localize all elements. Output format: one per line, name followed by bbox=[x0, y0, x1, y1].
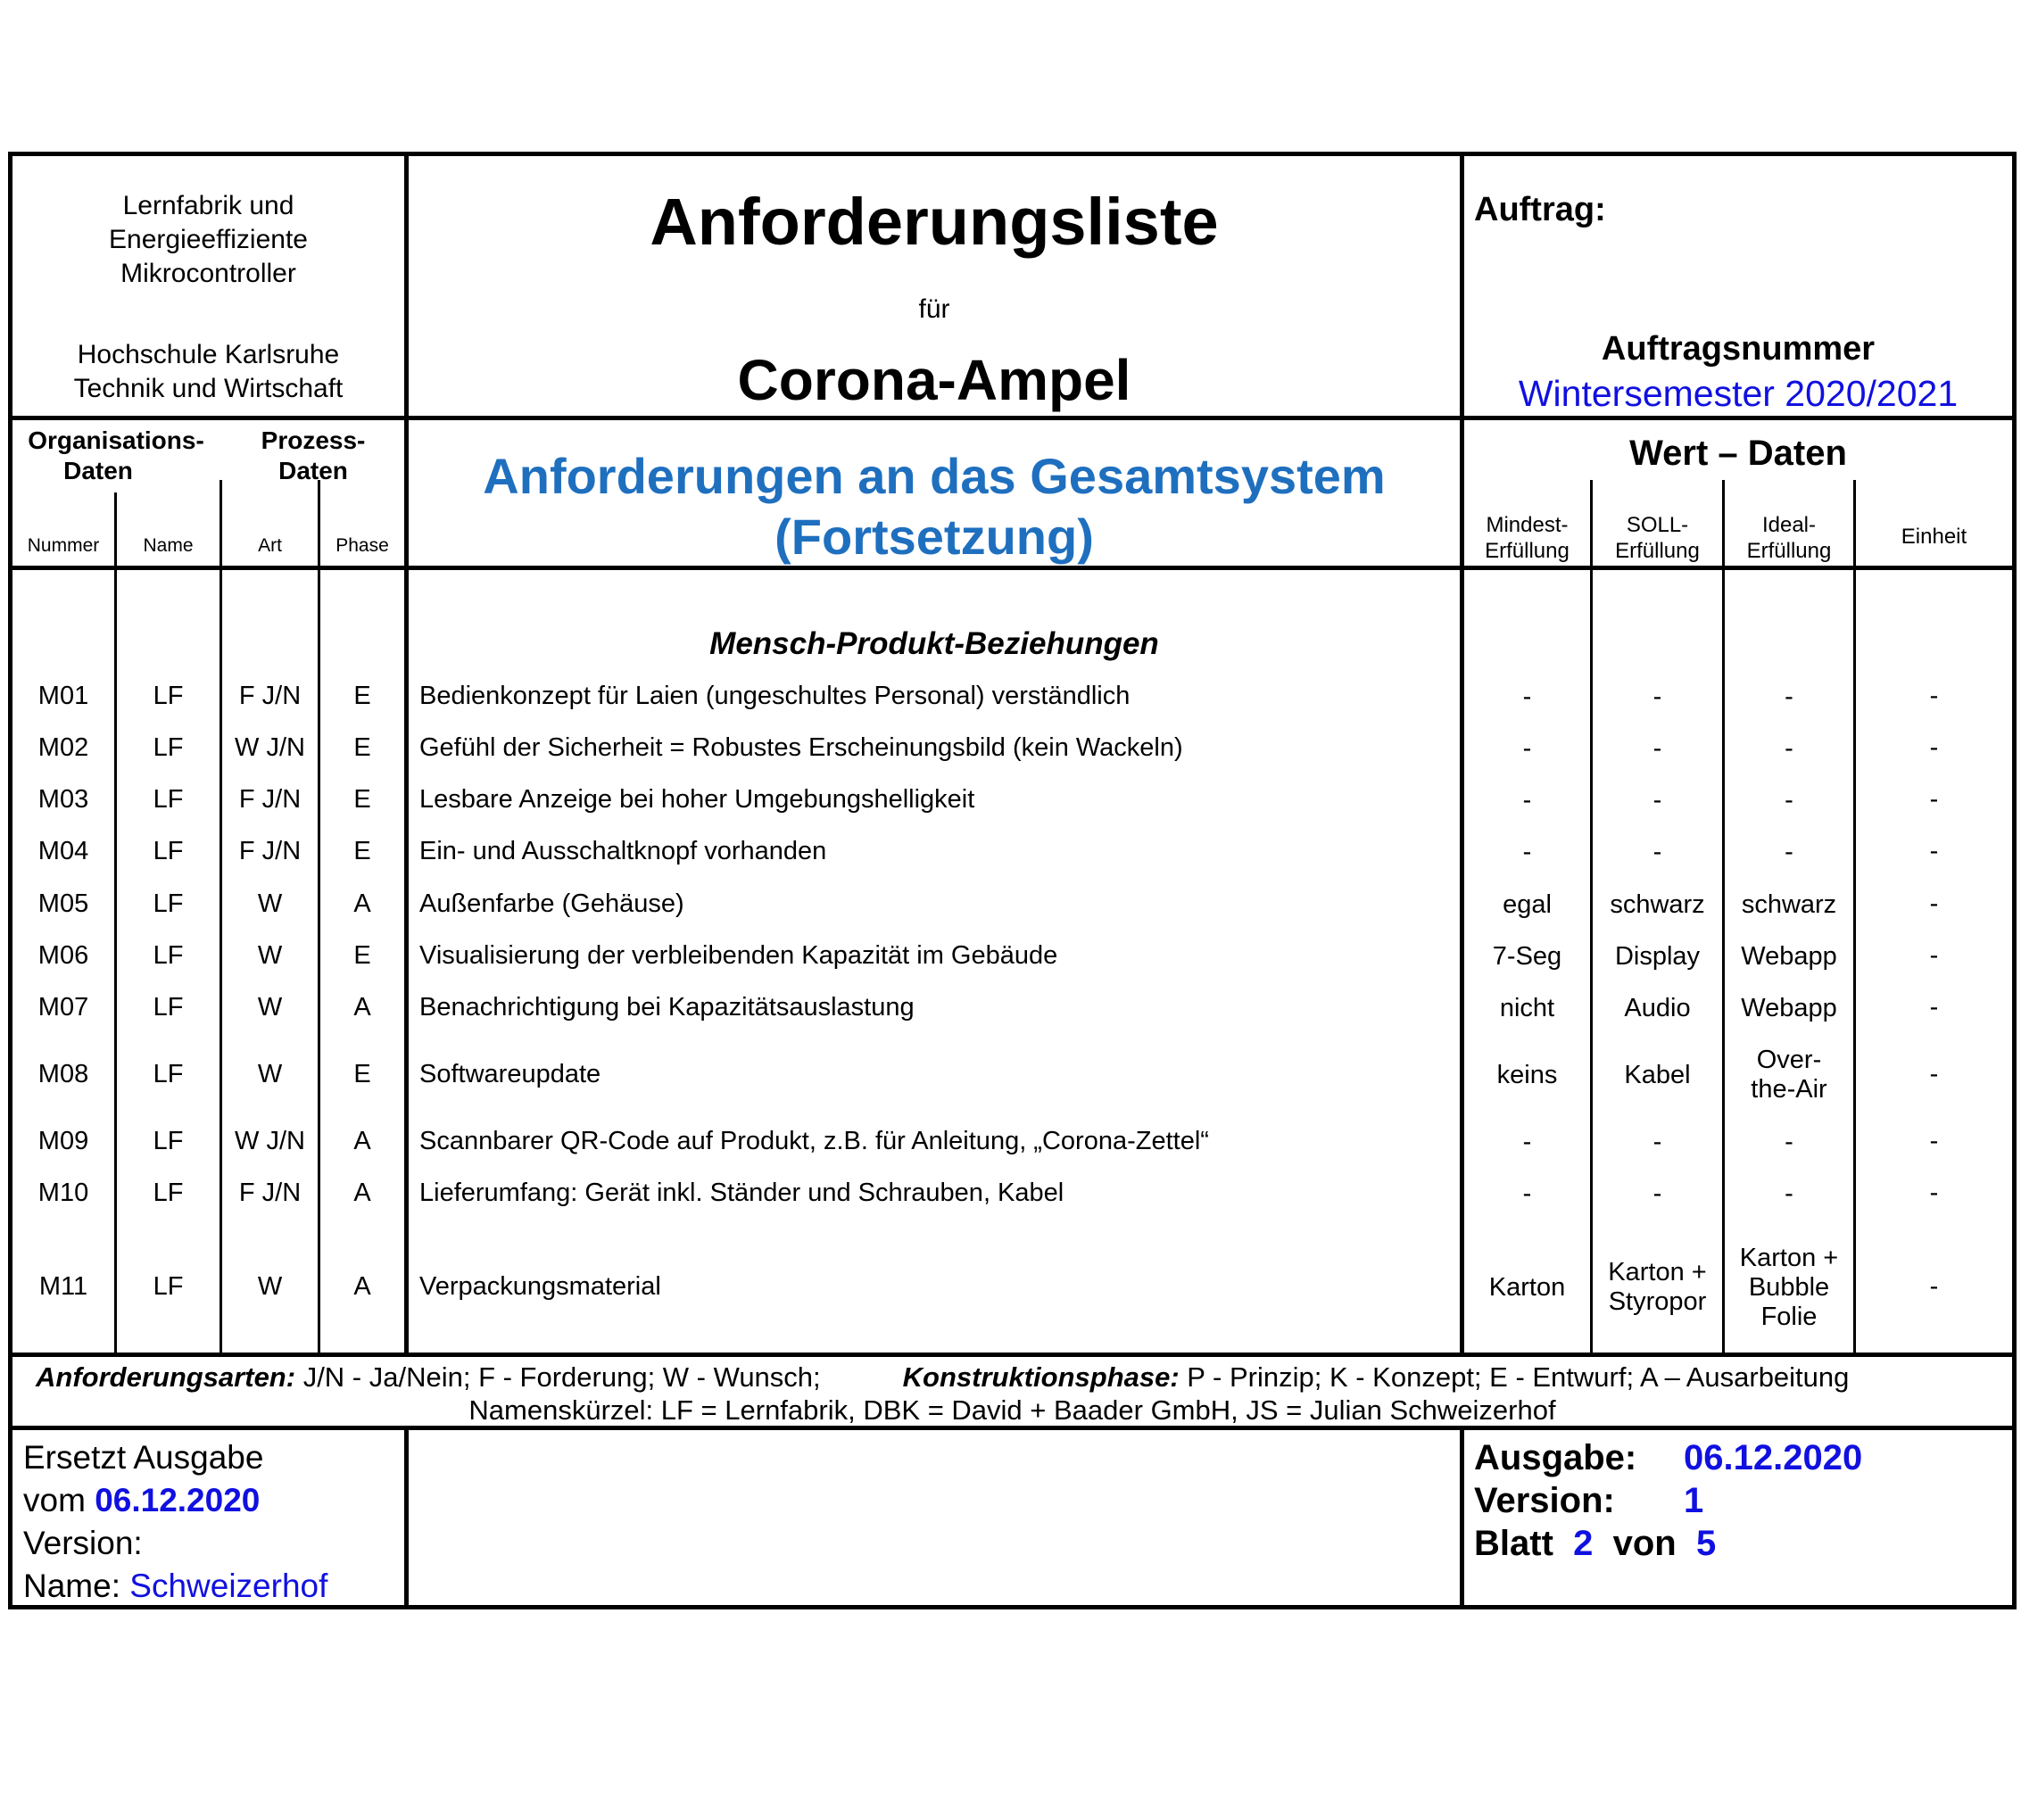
cell-name: LF bbox=[153, 1060, 184, 1088]
cell-ideal-line: Karton + bbox=[1739, 1243, 1839, 1272]
name-value: Schweizerhof bbox=[129, 1568, 328, 1604]
cell-art: W bbox=[257, 941, 283, 970]
cell-art: W J/N bbox=[235, 1127, 305, 1155]
cell-mindest bbox=[1464, 1273, 1590, 1303]
cell-ideal-line: Over- bbox=[1756, 1046, 1822, 1074]
cell-nummer: M06 bbox=[37, 941, 89, 970]
cell-requirement-text: Softwareupdate bbox=[419, 1060, 601, 1088]
cell-ideal bbox=[1725, 682, 1853, 712]
cell-nummer: M04 bbox=[37, 837, 89, 865]
cell-ideal bbox=[1725, 838, 1853, 867]
main-right-divider-bottom bbox=[1460, 1426, 1464, 1609]
cell-nummer: M02 bbox=[37, 733, 89, 762]
cell-ideal bbox=[1725, 942, 1853, 972]
cell-name: LF bbox=[153, 733, 184, 762]
cell-art: W bbox=[257, 889, 283, 918]
cell-ideal-line: - bbox=[1785, 733, 1793, 763]
cell-mindest bbox=[1464, 942, 1590, 972]
org-group-line-1: Organisations- bbox=[28, 426, 204, 454]
cell-phase: A bbox=[353, 889, 371, 918]
cell-soll-line: Display bbox=[1614, 941, 1701, 971]
cell-ideal bbox=[1725, 1179, 1853, 1209]
org-line-3: Mikrocontroller bbox=[120, 259, 296, 288]
cell-ideal-line: Webapp bbox=[1741, 941, 1837, 971]
cell-soll bbox=[1593, 734, 1722, 764]
cell-nummer: M09 bbox=[37, 1127, 89, 1155]
soll-line-1: SOLL- bbox=[1626, 513, 1689, 537]
cell-einheit: - bbox=[1929, 785, 1939, 814]
footer-right-block bbox=[1474, 1436, 1862, 1565]
cell-mindest-line: egal bbox=[1503, 889, 1552, 919]
mindest-line-2: Erfüllung bbox=[1485, 539, 1570, 563]
cell-art: F J/N bbox=[238, 682, 302, 710]
auftrag-label: Auftrag: bbox=[1474, 191, 1606, 228]
ersetzt-label: Ersetzt Ausgabe bbox=[23, 1439, 264, 1476]
cell-soll bbox=[1593, 1061, 1722, 1090]
cell-requirement-text: Gefühl der Sicherheit = Robustes Erscheinungsbild (kein Wackeln) bbox=[419, 733, 1183, 762]
cell-ideal-line: Folie bbox=[1760, 1302, 1818, 1331]
cell-soll-line: - bbox=[1652, 1127, 1662, 1156]
legend-arten-label: Anforderungsarten: bbox=[36, 1361, 296, 1393]
group-title: Mensch-Produkt-Beziehungen bbox=[709, 626, 1159, 661]
cell-name: LF bbox=[153, 941, 184, 970]
cell-mindest-line: - bbox=[1522, 1179, 1532, 1208]
cell-nummer: M08 bbox=[37, 1060, 89, 1088]
org-line-2: Energieeffiziente bbox=[109, 225, 308, 254]
cell-nummer: M05 bbox=[37, 889, 89, 918]
ideal-line-1: Ideal- bbox=[1761, 513, 1817, 537]
org-line-1: Lernfabrik und bbox=[122, 191, 294, 220]
cell-soll bbox=[1593, 1179, 1722, 1209]
legend-phase-text: P - Prinzip; K - Konzept; E - Entwurf; A – Ausarbeitung bbox=[1179, 1361, 1850, 1393]
school-line-1: Hochschule Karlsruhe bbox=[77, 340, 340, 369]
cell-name: LF bbox=[153, 993, 184, 1022]
cell-soll bbox=[1593, 682, 1722, 712]
cell-soll bbox=[1593, 838, 1722, 867]
cell-mindest bbox=[1464, 890, 1590, 920]
cell-soll-line: schwarz bbox=[1610, 889, 1705, 919]
cell-name: LF bbox=[153, 1179, 184, 1207]
cell-requirement-text: Benachrichtigung bei Kapazitätsauslastung bbox=[419, 993, 915, 1022]
proc-group-line-2: Daten bbox=[278, 457, 348, 484]
section-title-line-2: (Fortsetzung) bbox=[774, 509, 1094, 565]
wert-daten-header: Wert – Daten bbox=[1629, 434, 1847, 473]
cell-phase: E bbox=[353, 837, 371, 865]
legend-line-1 bbox=[36, 1361, 2008, 1394]
cell-ideal-line: Webapp bbox=[1741, 993, 1837, 1022]
title-fuer: für bbox=[918, 294, 950, 324]
cell-requirement-text: Außenfarbe (Gehäuse) bbox=[419, 889, 684, 918]
cell-name: LF bbox=[153, 1127, 184, 1155]
cell-mindest-line: Karton bbox=[1488, 1272, 1566, 1302]
cell-soll bbox=[1593, 1128, 1722, 1157]
document-title: Anforderungsliste bbox=[650, 185, 1219, 259]
cell-einheit: - bbox=[1929, 837, 1939, 865]
col-header-phase: Phase bbox=[335, 535, 389, 556]
cell-art: W bbox=[257, 1060, 283, 1088]
cell-soll bbox=[1593, 890, 1722, 920]
cell-phase: A bbox=[353, 1272, 371, 1301]
cell-art: F J/N bbox=[238, 1179, 302, 1207]
cell-requirement-text: Lieferumfang: Gerät inkl. Ständer und Schrauben, Kabel bbox=[419, 1179, 1064, 1207]
cell-phase: E bbox=[353, 682, 371, 710]
cell-requirement-text: Verpackungsmaterial bbox=[419, 1272, 661, 1301]
ausgabe-label: Ausgabe: bbox=[1474, 1438, 1637, 1477]
cell-phase: A bbox=[353, 1179, 371, 1207]
cell-soll bbox=[1593, 942, 1722, 972]
cell-art: F J/N bbox=[238, 785, 302, 814]
school-block bbox=[12, 338, 404, 406]
ideal-line-2: Erfüllung bbox=[1746, 539, 1832, 563]
cell-ideal bbox=[1725, 1244, 1853, 1332]
cell-soll-line: - bbox=[1652, 733, 1662, 763]
footer-left-block bbox=[23, 1436, 327, 1608]
cell-phase: E bbox=[353, 733, 371, 762]
cell-mindest bbox=[1464, 1061, 1590, 1090]
cell-phase: A bbox=[353, 993, 371, 1022]
cell-ideal-line: - bbox=[1785, 785, 1793, 815]
name-label: Name: bbox=[23, 1568, 130, 1604]
cell-soll-line: - bbox=[1652, 682, 1662, 711]
cell-soll-line: - bbox=[1652, 837, 1662, 866]
soll-line-2: Erfüllung bbox=[1615, 539, 1700, 563]
cell-ideal-line: - bbox=[1785, 682, 1793, 711]
cell-art: W bbox=[257, 993, 283, 1022]
header-divider bbox=[8, 416, 2017, 420]
cell-ideal bbox=[1725, 786, 1853, 815]
cell-mindest bbox=[1464, 994, 1590, 1023]
col-header-einheit: Einheit bbox=[1901, 525, 1967, 549]
cell-mindest bbox=[1464, 734, 1590, 764]
org-group-header bbox=[12, 426, 219, 486]
col-header-nummer: Nummer bbox=[27, 535, 100, 556]
col-header-mindest bbox=[1464, 512, 1590, 564]
cell-soll-line: Karton + bbox=[1608, 1258, 1707, 1286]
frame-top-border bbox=[8, 152, 2017, 156]
vom-label: vom bbox=[23, 1482, 95, 1518]
vom-value: 06.12.2020 bbox=[95, 1482, 261, 1518]
cell-mindest-line: keins bbox=[1496, 1060, 1558, 1089]
cell-requirement-text: Visualisierung der verbleibenden Kapazität im Gebäude bbox=[419, 941, 1058, 970]
cell-ideal bbox=[1725, 994, 1853, 1023]
cell-ideal bbox=[1725, 1046, 1853, 1104]
section-title bbox=[409, 446, 1460, 567]
ausgabe-line bbox=[1474, 1436, 1862, 1479]
cell-mindest-line: nicht bbox=[1499, 993, 1555, 1022]
cell-soll-line: Audio bbox=[1624, 993, 1691, 1022]
frame-right-border bbox=[2012, 152, 2017, 1609]
cell-einheit: - bbox=[1929, 1272, 1939, 1301]
cell-soll bbox=[1593, 1258, 1722, 1317]
cell-soll-line: - bbox=[1652, 1179, 1662, 1208]
cell-phase: A bbox=[353, 1127, 371, 1155]
cell-einheit: - bbox=[1929, 941, 1939, 970]
name-line bbox=[23, 1565, 327, 1608]
cell-einheit: - bbox=[1929, 682, 1939, 710]
ausgabe-value: 06.12.2020 bbox=[1684, 1438, 1863, 1477]
cell-einheit: - bbox=[1929, 993, 1939, 1022]
cell-mindest-line: - bbox=[1522, 1127, 1532, 1156]
section-title-line-1: Anforderungen an das Gesamtsystem bbox=[483, 448, 1386, 504]
cell-nummer: M03 bbox=[37, 785, 89, 814]
main-left-divider-top bbox=[404, 152, 409, 1354]
col-header-art: Art bbox=[258, 535, 282, 556]
cell-mindest bbox=[1464, 1179, 1590, 1209]
cell-ideal bbox=[1725, 890, 1853, 920]
version2-line bbox=[1474, 1479, 1862, 1522]
version2-label: Version: bbox=[1474, 1481, 1615, 1520]
cell-ideal-line: - bbox=[1785, 837, 1793, 866]
cell-einheit: - bbox=[1929, 1060, 1939, 1088]
cell-mindest-line: - bbox=[1522, 837, 1532, 866]
cell-mindest-line: - bbox=[1522, 785, 1532, 815]
proc-group-header bbox=[222, 426, 404, 486]
cell-mindest-line: 7-Seg bbox=[1492, 941, 1562, 971]
cell-einheit: - bbox=[1929, 733, 1939, 762]
blatt-line bbox=[1474, 1522, 1862, 1565]
cell-requirement-text: Scannbarer QR-Code auf Produkt, z.B. für Anleitung, „Corona-Zettel“ bbox=[419, 1127, 1209, 1155]
auftragsnummer-label: Auftragsnummer bbox=[1601, 330, 1876, 368]
cell-soll-line: Styropor bbox=[1608, 1287, 1707, 1316]
cell-name: LF bbox=[153, 1272, 184, 1301]
cell-phase: E bbox=[353, 941, 371, 970]
cell-ideal-line: - bbox=[1785, 1127, 1793, 1156]
cell-phase: E bbox=[353, 1060, 371, 1088]
org-block bbox=[12, 189, 404, 291]
cell-nummer: M07 bbox=[37, 993, 89, 1022]
cell-mindest bbox=[1464, 1128, 1590, 1157]
legend-phase-label: Konstruktionsphase: bbox=[902, 1361, 1180, 1393]
cell-ideal-line: Bubble bbox=[1748, 1272, 1830, 1302]
cell-mindest-line: - bbox=[1522, 682, 1532, 711]
cell-requirement-text: Bedienkonzept für Laien (ungeschultes Personal) verständlich bbox=[419, 682, 1131, 710]
org-group-line-2: Daten bbox=[63, 457, 133, 484]
cell-name: LF bbox=[153, 837, 184, 865]
version-label: Version: bbox=[23, 1525, 143, 1561]
blatt-label: Blatt bbox=[1474, 1524, 1553, 1563]
cell-einheit: - bbox=[1929, 889, 1939, 918]
cell-ideal-line: - bbox=[1785, 1179, 1793, 1208]
auftragsnummer-value: Wintersemester 2020/2021 bbox=[1518, 373, 1959, 414]
cell-soll-line: - bbox=[1652, 785, 1662, 815]
cell-requirement-text: Lesbare Anzeige bei hoher Umgebungshelligkeit bbox=[419, 785, 975, 814]
legend-names: Namenskürzel: LF = Lernfabrik, DBK = David + Baader GmbH, JS = Julian Schweizerhof bbox=[468, 1394, 1556, 1426]
von-label: von bbox=[1612, 1524, 1677, 1563]
cell-art: W bbox=[257, 1272, 283, 1301]
cell-mindest bbox=[1464, 838, 1590, 867]
cell-phase: E bbox=[353, 785, 371, 814]
cell-art: W J/N bbox=[235, 733, 305, 762]
mindest-line-1: Mindest- bbox=[1486, 513, 1569, 537]
cell-soll bbox=[1593, 786, 1722, 815]
cell-mindest bbox=[1464, 786, 1590, 815]
blatt-value: 2 bbox=[1573, 1524, 1594, 1563]
cell-art: F J/N bbox=[238, 837, 302, 865]
cell-nummer: M10 bbox=[37, 1179, 89, 1207]
vom-line bbox=[23, 1479, 327, 1522]
proc-group-line-1: Prozess- bbox=[261, 426, 366, 454]
cell-einheit: - bbox=[1929, 1179, 1939, 1207]
legend-arten-text: J/N - Ja/Nein; F - Forderung; W - Wunsch; bbox=[295, 1361, 821, 1393]
cell-nummer: M11 bbox=[38, 1272, 88, 1301]
cell-mindest bbox=[1464, 682, 1590, 712]
cell-ideal-line: the-Air bbox=[1751, 1075, 1827, 1104]
col-line-nummer-name bbox=[114, 492, 117, 1354]
version2-value: 1 bbox=[1684, 1481, 1704, 1520]
legend-top-divider bbox=[8, 1353, 2017, 1357]
cell-requirement-text: Ein- und Ausschaltknopf vorhanden bbox=[419, 837, 827, 865]
cell-mindest-line: - bbox=[1522, 733, 1532, 763]
school-line-2: Technik und Wirtschaft bbox=[73, 374, 344, 403]
main-left-divider-bottom bbox=[404, 1426, 409, 1609]
col-header-soll bbox=[1593, 512, 1722, 564]
product-name: Corona-Ampel bbox=[737, 348, 1131, 412]
von-value: 5 bbox=[1695, 1524, 1717, 1563]
cell-ideal-line: schwarz bbox=[1741, 889, 1837, 919]
cell-name: LF bbox=[153, 889, 184, 918]
cell-name: LF bbox=[153, 682, 184, 710]
col-header-ideal bbox=[1725, 512, 1853, 564]
cell-ideal bbox=[1725, 734, 1853, 764]
cell-soll bbox=[1593, 994, 1722, 1023]
cell-ideal bbox=[1725, 1128, 1853, 1157]
cell-name: LF bbox=[153, 785, 184, 814]
cell-nummer: M01 bbox=[37, 682, 89, 710]
cell-einheit: - bbox=[1929, 1127, 1939, 1155]
col-header-name: Name bbox=[143, 535, 194, 556]
cell-soll-line: Kabel bbox=[1624, 1060, 1691, 1089]
